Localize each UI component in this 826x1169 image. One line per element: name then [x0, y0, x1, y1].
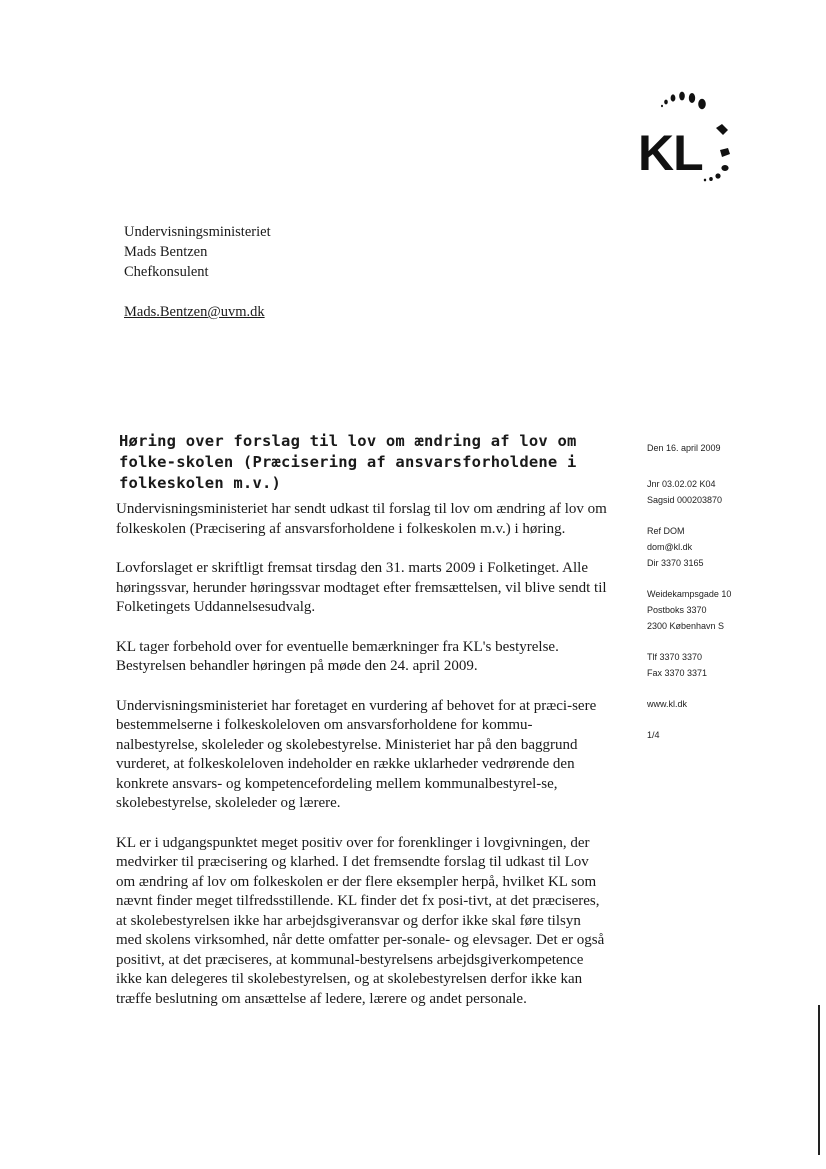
sender-direct-phone: Dir 3370 3165 [647, 558, 704, 568]
recipient-email-link[interactable]: Mads.Bentzen@uvm.dk [124, 304, 265, 320]
sender-ref: Ref DOM [647, 526, 685, 536]
sender-fax: Fax 3370 3371 [647, 668, 708, 678]
sender-email[interactable]: dom@kl.dk [647, 542, 693, 552]
sender-phone: Tlf 3370 3370 [647, 652, 703, 662]
page-number: 1/4 [647, 730, 660, 740]
sender-city: 2300 København S [647, 621, 725, 631]
recipient-role: Chefkonsulent [124, 264, 209, 280]
journal-number: Jnr 03.02.02 K04 [647, 479, 716, 489]
kl-logo-text: KL [638, 125, 703, 181]
sender-postbox: Postboks 3370 [647, 605, 707, 615]
scan-edge-line [818, 1005, 820, 1155]
letter-body [116, 500, 610, 1029]
letter-date: Den 16. april 2009 [647, 443, 721, 453]
sender-website[interactable]: www.kl.dk [647, 699, 688, 709]
body-paragraph: KL er i udgangspunktet meget positiv over for forenklinger i lovgivningen, der medvirker til præcisering og klarhed. I det fremsendte forslag til udkast til Lov om ændring af lov om folkeskolen er der flere eksempler herpå, hvilket KL som nævnt finder meget tilfredsstillende. KL finder det fx posi-tivt, at det præciseres, at skolebestyrelsen ikke har arbejdsgiveransvar og derfor ikke skal føre tilsyn med skolens virksomhed, når dette omfatter per-sonale- og elevsager. Det er også positivt, at det præciseres, at kommunal-bestyrelsens arbejdsgiverkompetence ikke kan delegeres til skolebestyrelsen, og at skolebestyrelsen derfor ikke kan træffe beslutning om ansættelse af ledere, lærere og andet personale. [116, 834, 605, 1007]
body-paragraph: Lovforslaget er skriftligt fremsat tirsdag den 31. marts 2009 i Folketinget. Alle høringssvar, herunder høringssvar modtaget efter fremsættelsen, vil blive sendt til Folketingets Uddannelsesudvalg. [116, 560, 607, 615]
body-paragraph: Undervisningsministeriet har sendt udkast til forslag til lov om ændring af lov om folkeskolen (Præcisering af ansvarsforholdene i folkeskolen m.v.) i høring. [116, 501, 607, 537]
sender-street: Weidekampsgade 10 [647, 589, 732, 599]
sender-sidebar [647, 440, 807, 758]
recipient-organisation: Undervisningsministeriet [124, 224, 271, 240]
letter-title: Høring over forslag til lov om ændring af lov om folke-skolen (Præcisering af ansvarsforholdene i folkeskolen m.v.) [119, 432, 577, 492]
body-paragraph: Undervisningsministeriet har foretaget en vurdering af behovet for at præci-sere bestemmelserne i folkeskoleloven om ansvarsforholdene for kommu-nalbestyrelse, skoleleder og skolebestyrelse. Ministeriet har på den baggrund vurderet, at folkeskoleloven indeholder en række uklarheder vedrørende den konkrete ansvars- og kompetencefordeling mellem kommunalbestyrel-se, skolebestyrelse, skoleleder og lærere. [116, 697, 597, 811]
case-id: Sagsid 000203870 [647, 495, 723, 505]
body-paragraph: KL tager forbehold over for eventuelle bemærkninger fra KL's bestyrelse. Bestyrelsen behandler høringen på møde den 24. april 2009. [116, 638, 559, 674]
kl-logo [632, 88, 742, 188]
recipient-name: Mads Bentzen [124, 244, 208, 260]
recipient-block [124, 222, 271, 322]
